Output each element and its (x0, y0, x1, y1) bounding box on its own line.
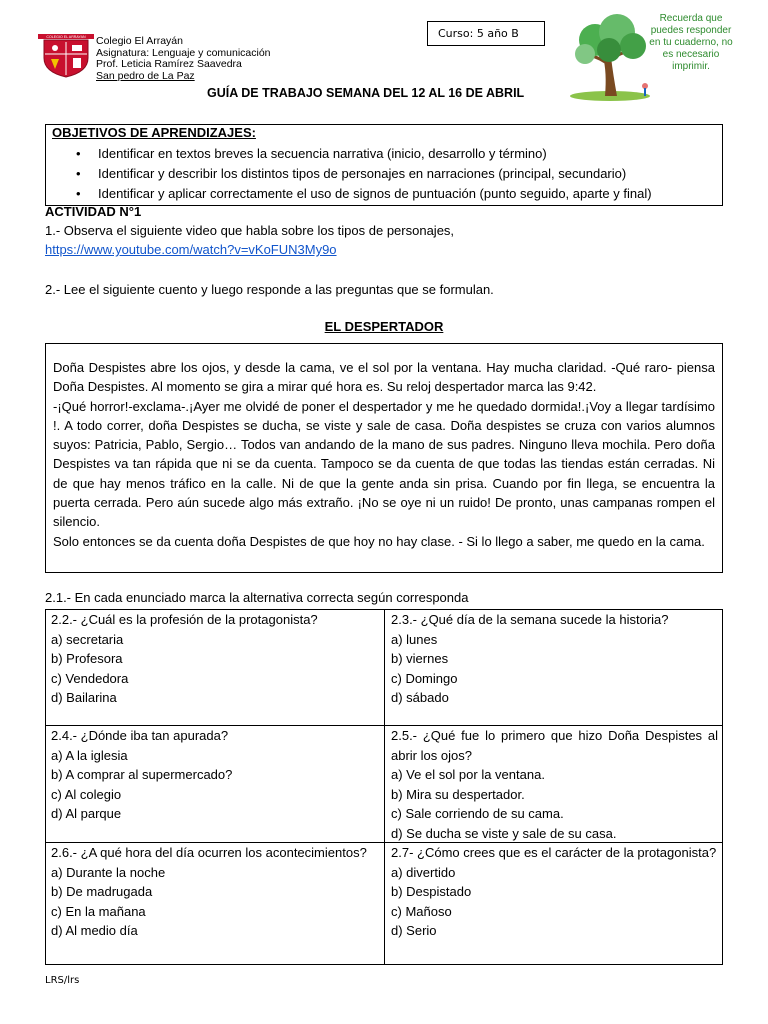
table-divider (384, 610, 385, 964)
answer-option[interactable]: b) viernes (391, 651, 449, 666)
answer-option[interactable]: b) A comprar al supermercado? (51, 767, 233, 782)
story-title: EL DESPERTADOR (324, 319, 444, 334)
question-text: 2.5.- ¿Qué fue lo primero que hizo Doña Despistes al abrir los ojos? (391, 728, 718, 763)
question-text: 2.2.- ¿Cuál es la profesión de la protagonista? (51, 612, 318, 627)
school-info (96, 36, 271, 82)
answer-option[interactable]: c) Al colegio (51, 786, 122, 802)
tree-note: Recuerda que puedes responder en tu cuaderno, no es necesario imprimir. (649, 13, 733, 72)
answer-option[interactable]: c) Sale corriendo de su cama. (391, 806, 564, 821)
answer-option[interactable]: d) Al medio día (51, 923, 138, 938)
story-paragraph: -¡Qué horror!-exclama-.¡Ayer me olvidé de poner el despertador y me he quedado dormida!.¡Voy a llegar tardísimo !. A todo correr, doña Despistes se ducha, se viste y sale de casa. Doña despistes se cruza con varios alumnos suyos: Patricia, Pablo, Sergio… Todos van andando de la mano de sus padres. Ninguno lleva mochila. Pero doña Despistes va tan rápida que ni se da cuenta. Tampoco se da cuenta de que todas las tiendas están cerradas. Ni de que hay menos tráfico en la calle. Ni de que la gente anda sin prisa. Cuando por fin llega, se encuentra la puerta cerrada. Pero aún sucede algo más extraño. ¡No se oye ni un ruido! De pronto, unas campanas rompen el silencio. (53, 398, 715, 530)
question-cell (51, 610, 379, 708)
guide-title: GUÍA DE TRABAJO SEMANA DEL 12 AL 16 DE ABRIL (207, 86, 525, 100)
answer-option[interactable]: b) Mira su despertador. (391, 786, 525, 802)
answer-option[interactable]: a) lunes (391, 631, 438, 647)
answer-option[interactable]: a) secretaria (51, 631, 124, 647)
answer-option[interactable]: a) Durante la noche (51, 864, 166, 880)
answer-option[interactable]: b) De madrugada (51, 884, 153, 899)
answer-option[interactable]: c) Vendedora (51, 670, 129, 686)
answer-option[interactable]: d) Se ducha se viste y sale de su casa. (391, 825, 617, 841)
answer-option[interactable]: c) Domingo (391, 670, 458, 686)
activity-title: ACTIVIDAD N°1 (45, 204, 142, 219)
subject: Asignatura: Lenguaje y comunicación (96, 46, 271, 59)
objective-item: • Identificar en textos breves la secuencia narrativa (inicio, desarrollo y término) (46, 144, 652, 164)
school-name: Colegio El Arrayán (96, 35, 183, 47)
question-cell (51, 843, 379, 941)
tree-illustration (565, 12, 655, 102)
story-paragraph: Doña Despistes abre los ojos, y desde la cama, ve el sol por la ventana. Hay mucha claridad. -Qué raro- piensa Doña Despistes. Al momento se gira a mirar qué hora es. Su reloj despertador marca las 9:42. (53, 360, 715, 395)
school-logo (38, 34, 94, 78)
question-text: 2.6.- ¿A qué hora del día ocurren los acontecimientos? (51, 845, 367, 860)
answer-option[interactable]: c) En la mañana (51, 903, 146, 919)
answer-option[interactable]: a) A la iglesia (51, 747, 128, 763)
answer-option[interactable]: b) Profesora (51, 651, 123, 666)
answer-option[interactable]: d) Serio (391, 923, 437, 938)
objectives-list (46, 144, 652, 204)
questions-table (45, 609, 723, 965)
objectives-box (45, 124, 723, 206)
objectives-title: OBJETIVOS DE APRENDIZAJES: (52, 125, 256, 140)
footer-initials: LRS/lrs (45, 975, 80, 986)
teacher: Prof. Leticia Ramírez Saavedra (96, 58, 242, 70)
answer-option[interactable]: d) sábado (391, 690, 449, 705)
answer-option[interactable]: d) Bailarina (51, 690, 117, 705)
answer-option[interactable]: a) Ve el sol por la ventana. (391, 767, 545, 782)
objective-item: • Identificar y describir los distintos tipos de personajes en narraciones (principal, secundario) (46, 164, 652, 184)
answer-option[interactable]: d) Al parque (51, 806, 122, 821)
objective-item: • Identificar y aplicar correctamente el uso de signos de puntuación (punto seguido, aparte y final) (46, 184, 652, 204)
question-cell (391, 610, 718, 708)
question-cell (391, 843, 718, 941)
activity-step-1: 1.- Observa el siguiente video que habla sobre los tipos de personajes, (45, 223, 455, 238)
story-paragraph: Solo entonces se da cuenta doña Despistes de que hoy no hay clase. - Si lo llego a saber, me quedo en la cama. (53, 533, 705, 549)
course-box: Curso: 5 año B (427, 21, 545, 46)
answer-option[interactable]: a) divertido (391, 864, 456, 880)
questions-instructions: 2.1.- En cada enunciado marca la alternativa correcta según corresponda (45, 590, 469, 605)
question-text: 2.3.- ¿Qué día de la semana sucede la historia? (391, 612, 669, 627)
question-cell (391, 726, 718, 843)
story-box (45, 343, 723, 573)
video-link[interactable]: https://www.youtube.com/watch?v=vKoFUN3My9o (45, 242, 337, 257)
school-location: San pedro de La Paz (96, 69, 195, 82)
question-cell (51, 726, 379, 824)
question-text: 2.7- ¿Cómo crees que es el carácter de la protagonista? (391, 845, 717, 860)
activity-step-2: 2.- Lee el siguiente cuento y luego responde a las preguntas que se formulan. (45, 282, 494, 297)
answer-option[interactable]: b) Despistado (391, 884, 472, 899)
logo-text: COLEGIO EL ARRAYAN (46, 35, 86, 39)
answer-option[interactable]: c) Mañoso (391, 903, 452, 919)
question-text: 2.4.- ¿Dónde iba tan apurada? (51, 728, 229, 743)
